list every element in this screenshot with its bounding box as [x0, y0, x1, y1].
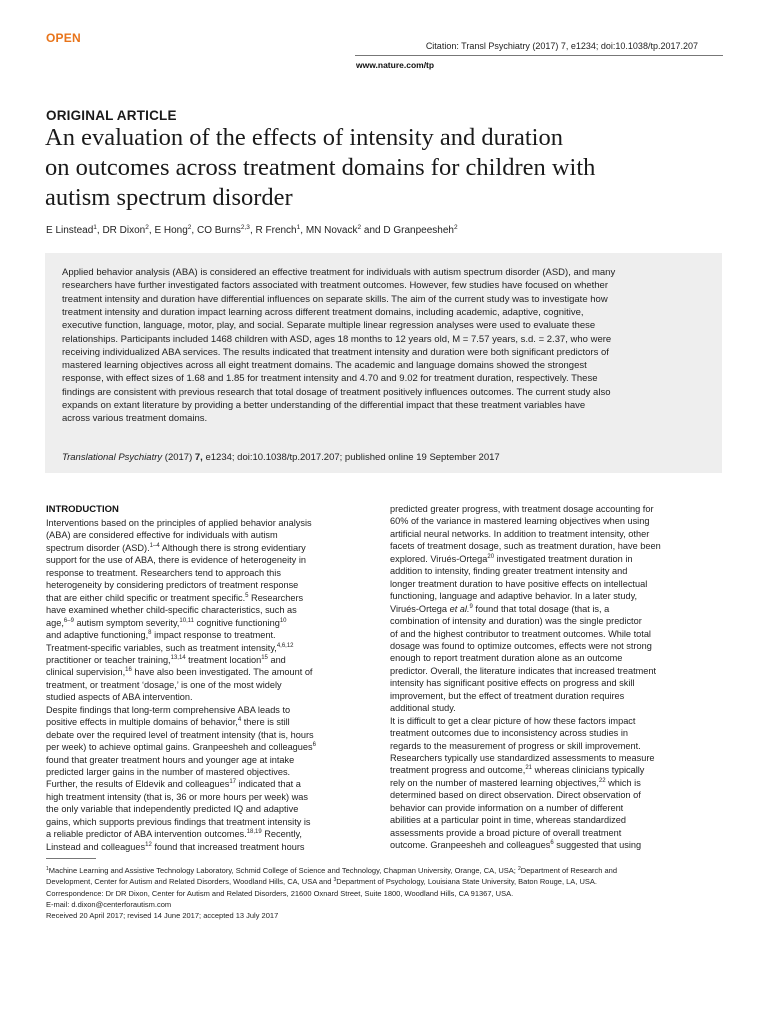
body-text-line: predictor. Overall, the literature indicates that increased treatment — [390, 665, 657, 676]
reference-superscript[interactable]: 20 — [487, 553, 495, 560]
reference-superscript[interactable]: 12 — [145, 841, 152, 848]
body-text-line: 60% of the variance in mastered learning objectives when using — [390, 516, 650, 527]
reference-superscript[interactable]: 6–9 — [63, 617, 74, 624]
reference-superscript[interactable]: 22 — [598, 777, 606, 784]
reference-superscript[interactable]: 15 — [261, 654, 268, 661]
reference-superscript[interactable]: 4,6,12 — [276, 642, 294, 649]
body-text-line: response to treatment. Researchers tend to approach this — [46, 567, 281, 578]
footnote-line: Development, Center for Autism and Related Disorders, Woodland Hills, CA, USA and $^3$Department of Psychology, Louisiana State University, Baton Rouge, LA, USA. — [46, 877, 597, 887]
abstract-citation — [62, 452, 500, 463]
footnote-line: E-mail: d.dixon@centerforautism.com — [46, 899, 172, 909]
body-text-line: assessments provide a broad picture of overall treatment — [390, 827, 622, 838]
body-text-line: regards to the measurement of progress or skill improvement. — [390, 740, 641, 751]
body-text-line: rely on the number of mastered learning objectives,$^{22}$ which is — [390, 777, 641, 788]
abstract-line: findings are consistent with previous research that total dosage of treatment positively influences outcomes. The current study also — [62, 386, 611, 398]
body-text-line: improvement, but the effect of treatment duration requires — [390, 690, 625, 701]
citation-rest: e1234; doi:10.1038/tp.2017.207; published online 19 September 2017 — [205, 452, 500, 463]
body-text-line: heterogeneity by considering predictors of treatment response — [46, 580, 299, 591]
title-line: autism spectrum disorder — [45, 184, 293, 211]
abstract-line: receiving individualized ABA services. The results indicated that treatment intensity and duration were both significant predictors of — [62, 346, 609, 358]
abstract-line: expands on extant literature by providing a better understanding of the differential impact that these treatment variables have — [62, 400, 586, 411]
reference-superscript[interactable]: 9 — [469, 603, 473, 610]
citation-year: (2017) — [164, 452, 193, 463]
author-affiliation: 2 — [145, 224, 149, 231]
author-name: MN Novack — [305, 225, 358, 236]
abstract-line: mastered learning objectives across all eight treatment domains. The academic and language domains showed the strongest — [62, 360, 587, 372]
body-text-line: functioning, language and adaptive behavior. In a later study, — [390, 591, 638, 602]
reference-superscript[interactable]: 16 — [125, 667, 132, 674]
reference-superscript[interactable]: 5 — [245, 592, 249, 599]
author-name: E Linstead — [46, 225, 94, 236]
journal-url-link[interactable]: www.nature.com/tp — [356, 60, 435, 70]
affiliation-superscript: 3 — [333, 877, 337, 884]
footnote-line: $^1$Machine Learning and Assistive Technology Laboratory, Schmid College of Science and Technology, Chapman University, Orange, CA, USA; $^2$Department of Research and — [46, 866, 618, 875]
body-text-line: age,$^{6-9}$ autism symptom severity,$^{10,11}$ cognitive functioning$^{10}$ — [46, 617, 287, 628]
body-text-line: abilities at a particular point in time, whereas standardized — [390, 815, 626, 826]
body-text-line: a reliable predictor of ABA intervention outcomes.$^{18,19}$ Recently, — [46, 829, 302, 840]
article-title — [45, 123, 705, 213]
body-text-line: high treatment intensity (that is, 36 or more hours per week) was — [46, 791, 308, 802]
footnote-line: Received 20 April 2017; revised 14 June 2017; accepted 13 July 2017 — [46, 911, 279, 921]
body-text-line: addition to intensity, finding greater treatment intensity and — [390, 566, 628, 577]
body-text-line: per week) to achieve optimal gains. Granpeesheh and colleagues$^6$ — [46, 742, 316, 753]
body-text-line: the only variable that independently predicted IQ and adaptive — [46, 804, 299, 815]
author-list: E Linstead$^1$, DR Dixon$^2$, E Hong$^2$, CO Burns$^{2,3}$, R French$^1$, MN Novack$^2$ and D Granpeesheh$^2$ — [46, 224, 458, 236]
title-line: on outcomes across treatment domains for children with — [45, 154, 596, 181]
body-text-line: clinical supervision,$^{16}$ have also been investigated. The amount of — [46, 667, 313, 678]
reference-superscript[interactable]: 10,11 — [179, 617, 194, 624]
body-text-line: behavior can provide information on a number of different — [390, 802, 624, 813]
body-text-line: Researchers typically use standardized assessments to measure — [390, 753, 655, 763]
body-text-line: dosage was found to optimize outcomes, effects were not strong — [390, 640, 652, 651]
title-line: An evaluation of the effects of intensity and duration — [45, 124, 563, 151]
reference-superscript[interactable]: 6 — [550, 840, 554, 847]
article-type-label: ORIGINAL ARTICLE — [46, 108, 177, 123]
body-text-line: enough to report treatment duration alone as an outcome — [390, 653, 623, 664]
author-affiliation: 2,3 — [240, 224, 250, 231]
citation-line: Citation: Transl Psychiatry (2017) 7, e1234; doi:10.1038/tp.2017.207 — [425, 41, 698, 51]
journal-name: Translational Psychiatry — [62, 452, 163, 463]
abstract-line: researchers have further investigated factors associated with treatment outcomes. However, few studies have focused on whether — [62, 280, 609, 292]
body-text-line: of and the highest contributor to treatment outcomes. While total — [390, 628, 651, 639]
body-text-line: It is difficult to get a clear picture of how these factors impact — [390, 715, 636, 726]
reference-superscript[interactable]: 8 — [148, 630, 152, 637]
author-name: D Granpeesheh — [383, 225, 454, 236]
citation-volume: 7, — [194, 452, 203, 463]
affiliation-superscript: 2 — [517, 866, 521, 872]
body-text-line: Despite findings that long-term comprehensive ABA leads to — [46, 704, 291, 715]
body-text-line: Virués-Ortega et al.$^9$ found that total dosage (that is, a — [390, 603, 610, 614]
body-text-line: intensity has significant positive effects on progress and skill — [390, 678, 635, 689]
body-text-line: debate over the required level of treatment intensity (that is, hours — [46, 729, 314, 740]
open-access-badge: OPEN — [46, 31, 81, 45]
body-text-line: combination of intensity and duration) was the single predictor — [390, 616, 642, 627]
body-text-line: gains, which supports previous findings that treatment intensity is — [46, 816, 311, 827]
affiliation-superscript: 1 — [46, 866, 49, 872]
body-text-line: predicted larger gains in the number of mastered objectives. — [46, 767, 291, 777]
body-text-line: Further, the results of Eldevik and colleagues$^{17}$ indicated that a — [46, 779, 301, 790]
italic-text: et al. — [449, 603, 470, 614]
body-text-line: facets of treatment dosage, such as treatment duration, have been — [390, 541, 661, 552]
body-text-line: practitioner or teacher training,$^{13,14}$ treatment location$^{15}$ and — [46, 654, 286, 665]
abstract-line: treatment intensity and duration impact learning across different treatment domains, including academic, adaptive, cognitive, — [62, 306, 584, 318]
body-text-line: (ABA) are considered effective for individuals with autism — [46, 530, 278, 541]
author-affiliation: 1 — [93, 224, 97, 231]
body-text-line: spectrum disorder (ASD).$^{1-4}$ Although there is strong evidentiary — [46, 542, 306, 553]
body-text-line: treatment, or treatment ‘dosage,’ is one of the most widely — [46, 679, 282, 690]
body-text-line: explored. Virués-Ortega$^{20}$ investigated treatment duration in — [390, 553, 633, 564]
reference-superscript[interactable]: 10 — [279, 617, 287, 624]
abstract-line: Applied behavior analysis (ABA) is considered an effective treatment for individuals with autism spectrum disorder (ASD), and many — [62, 267, 616, 278]
body-text-line: positive effects in multiple domains of behavior,$^4$ there is still — [46, 717, 290, 728]
author-affiliation: 2 — [453, 224, 458, 231]
footnote-divider — [46, 858, 96, 859]
body-text-line: and adaptive functioning,$^8$ impact response to treatment. — [46, 630, 276, 641]
body-text-line: found that greater treatment hours and younger age at intake — [46, 754, 295, 765]
footnote-line: Correspondence: Dr DR Dixon, Center for Autism and Related Disorders, 21600 Oxnard Street, Suite 1800, Woodland Hills, CA 91367, USA. — [46, 888, 514, 898]
body-text-line: have examined whether child-specific characteristics, such as — [46, 605, 297, 616]
author-name: E Hong — [154, 225, 188, 236]
abstract-line: across various treatment domains. — [62, 413, 208, 425]
author-name: DR Dixon — [102, 225, 146, 236]
body-text-line: predicted greater progress, with treatment dosage accounting for — [390, 504, 654, 514]
author-name: R French — [255, 225, 297, 236]
body-text-line: determined based on direct observation. Direct observation of — [390, 790, 641, 801]
body-text-line: treatment progress and outcome,$^{21}$ whereas clinicians typically — [390, 765, 645, 776]
body-text-line: longer treatment duration to have positive effects on intellectual — [390, 578, 648, 589]
author-affiliation: 2 — [187, 224, 192, 231]
body-text-line: treatment outcomes due to inconsistency across studies in — [390, 728, 628, 739]
body-text-line: Treatment-specific variables, such as treatment intensity,$^{4,6,12}$ — [46, 642, 294, 653]
reference-superscript[interactable]: 13,14 — [170, 654, 186, 661]
body-text-line: outcome. Granpeesheh and colleagues$^6$ suggested that using — [390, 840, 642, 851]
reference-superscript[interactable]: 18,19 — [246, 829, 262, 836]
body-text-line: studied aspects of ABA intervention. — [46, 692, 193, 703]
abstract-line: relationships. Participants included 1468 children with ASD, ages 18 months to 12 years old, M = 7.57 years, s.d. = 2.37, who were — [62, 333, 612, 345]
author-affiliation: 1 — [296, 224, 301, 231]
body-text-line: support for the use of ABA, there is evidence of heterogeneity in — [46, 555, 306, 566]
body-text-line: artificial neural networks. In addition to treatment intensity, other — [390, 528, 650, 539]
reference-superscript[interactable]: 4 — [237, 717, 242, 724]
body-text-line: Interventions based on the principles of applied behavior analysis — [46, 518, 312, 528]
body-text-line: Linstead and colleagues$^{12}$ found that increased treatment hours — [46, 841, 305, 852]
reference-superscript[interactable]: 17 — [229, 779, 237, 786]
body-text-line: that are either child specific or treatment specific.$^5$ Researchers — [46, 592, 304, 603]
body-text-line: additional study. — [390, 703, 456, 714]
abstract-line: treatment intensity and duration have differential influences on separate skills. The aim of the current study was to investigate how — [62, 293, 608, 305]
header-divider — [355, 55, 723, 56]
abstract-line: response, with effect sizes of 1.68 and 1.85 for treatment intensity and 4.70 and 9.02 for treatment duration, respectively. These — [62, 373, 598, 385]
author-affiliation: 2 — [357, 224, 362, 231]
section-heading-introduction: INTRODUCTION — [46, 504, 119, 515]
abstract-line: executive function, language, motor, play, and social. Separate multiple linear regression analyses were used to evaluate these — [62, 320, 596, 332]
author-name: CO Burns — [196, 225, 241, 236]
reference-superscript[interactable]: 6 — [312, 742, 316, 749]
reference-superscript[interactable]: 21 — [525, 765, 533, 772]
reference-superscript[interactable]: 1–4 — [149, 542, 160, 549]
